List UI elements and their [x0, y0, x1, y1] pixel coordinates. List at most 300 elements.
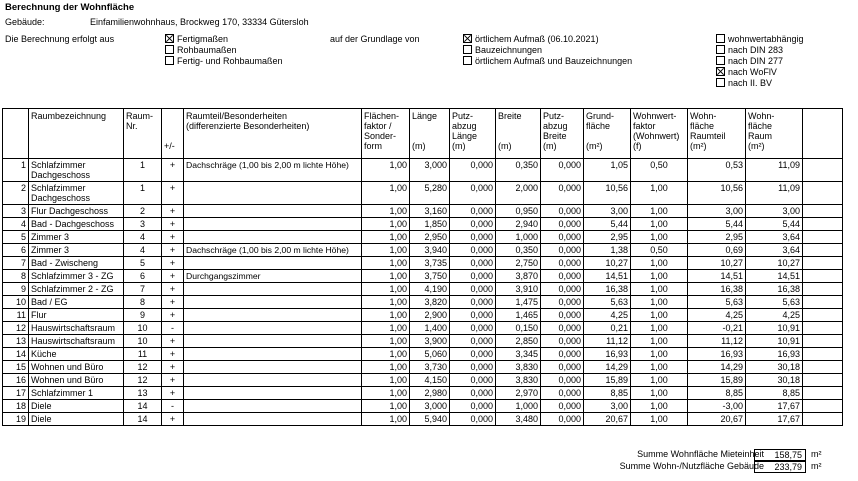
raumbezeichnung-cell: Zimmer 3: [29, 231, 124, 244]
wohnwertfaktor-cell: 1,00: [631, 387, 688, 400]
breite-cell: 0,350: [496, 244, 541, 257]
raum-nr-cell: 10: [124, 335, 162, 348]
laenge-cell: 3,000: [410, 400, 450, 413]
raumteil-cell: Dachschräge (1,00 bis 2,00 m lichte Höhe): [184, 244, 362, 257]
col-header-wohnwertfaktor: Wohnwert- faktor (Wohnwert) (f): [631, 109, 688, 159]
raum-nr-cell: 14: [124, 400, 162, 413]
putzabzug-laenge-cell: 0,000: [450, 231, 496, 244]
empty-cell: [803, 296, 843, 309]
table-row: [3, 348, 843, 361]
raum-nr-cell: 2: [124, 205, 162, 218]
wohnflaeche-raumteil-cell: 10,27: [688, 257, 746, 270]
raumteil-cell: Dachschräge (1,00 bis 2,00 m lichte Höhe): [184, 159, 362, 182]
wohnwertfaktor-cell: 1,00: [631, 348, 688, 361]
wohnflaeche-raumteil-cell: -0,21: [688, 322, 746, 335]
raumbezeichnung-cell: Wohnen und Büro: [29, 361, 124, 374]
grundflaeche-cell: 10,27: [584, 257, 631, 270]
wohnwertfaktor-cell: 1,00: [631, 270, 688, 283]
option-din-277[interactable]: [716, 56, 804, 67]
summe-mieteinheit-label: Summe Wohnfläche Mieteinheit: [637, 449, 764, 459]
empty-cell: [803, 322, 843, 335]
breite-cell: 1,000: [496, 231, 541, 244]
grundflaeche-cell: 8,85: [584, 387, 631, 400]
putzabzug-breite-cell: 0,000: [541, 218, 584, 231]
col-header-raum-nr: Raum- Nr.: [124, 109, 162, 159]
grundflaeche-cell: 14,29: [584, 361, 631, 374]
wohnflaeche-raum-cell: 8,85: [746, 387, 803, 400]
wohnflaeche-raumteil-cell: 8,85: [688, 387, 746, 400]
col-header-raumbezeichnung: Raumbezeichnung: [29, 109, 124, 159]
putzabzug-laenge-cell: 0,000: [450, 400, 496, 413]
raum-nr-cell: 13: [124, 387, 162, 400]
gebaeude-value: Einfamilienwohnhaus, Brockweg 170, 33334 Gütersloh: [90, 17, 309, 27]
summe-gebaeude-label: Summe Wohn-/Nutzfläche Gebäude: [619, 461, 764, 471]
raumbezeichnung-cell: Bad - Dachgeschoss: [29, 218, 124, 231]
table-row: [3, 335, 843, 348]
berechnung-options: [165, 34, 283, 67]
laenge-cell: 1,850: [410, 218, 450, 231]
table-row: [3, 270, 843, 283]
summe-mieteinheit-unit: m²: [811, 449, 822, 459]
breite-cell: 3,830: [496, 361, 541, 374]
wohnwertfaktor-cell: 1,00: [631, 335, 688, 348]
table-row: [3, 257, 843, 270]
checkbox-checked-icon[interactable]: [463, 34, 472, 43]
wohnflaeche-raum-cell: 3,64: [746, 244, 803, 257]
grundlage-options: [463, 34, 632, 67]
raumteil-cell: [184, 296, 362, 309]
empty-cell: [803, 387, 843, 400]
breite-cell: 1,465: [496, 309, 541, 322]
raumbezeichnung-cell: Wohnen und Büro: [29, 374, 124, 387]
putzabzug-laenge-cell: 0,000: [450, 413, 496, 426]
table-row: [3, 322, 843, 335]
raumteil-cell: [184, 374, 362, 387]
flaechenfaktor-cell: 1,00: [362, 159, 410, 182]
grundflaeche-cell: 3,00: [584, 400, 631, 413]
row-index: 3: [3, 205, 29, 218]
option-fertigmasse[interactable]: [165, 34, 283, 45]
raumteil-cell: [184, 309, 362, 322]
wohnflaeche-raum-cell: 14,51: [746, 270, 803, 283]
wohnflaeche-raumteil-cell: 14,51: [688, 270, 746, 283]
row-index: 5: [3, 231, 29, 244]
breite-cell: 3,910: [496, 283, 541, 296]
grundflaeche-cell: 5,44: [584, 218, 631, 231]
checkbox-icon[interactable]: [463, 45, 472, 54]
grundflaeche-cell: 10,56: [584, 182, 631, 205]
raumbezeichnung-cell: Bad / EG: [29, 296, 124, 309]
breite-cell: 1,000: [496, 400, 541, 413]
option-label: örtlichem Aufmaß und Bauzeichnungen: [475, 56, 633, 66]
laenge-cell: 2,980: [410, 387, 450, 400]
empty-cell: [803, 244, 843, 257]
wohnflaeche-raum-cell: 10,91: [746, 322, 803, 335]
breite-cell: 2,970: [496, 387, 541, 400]
wohnwertfaktor-cell: 1,00: [631, 182, 688, 205]
putzabzug-breite-cell: 0,000: [541, 309, 584, 322]
flaechenfaktor-cell: 1,00: [362, 348, 410, 361]
wohnflaeche-raumteil-cell: 4,25: [688, 309, 746, 322]
putzabzug-breite-cell: 0,000: [541, 159, 584, 182]
table-row: [3, 309, 843, 322]
breite-cell: 3,480: [496, 413, 541, 426]
row-index: 11: [3, 309, 29, 322]
col-header-plus-minus: +/-: [162, 109, 184, 159]
flaechenfaktor-cell: 1,00: [362, 400, 410, 413]
flaechenfaktor-cell: 1,00: [362, 322, 410, 335]
flaechenfaktor-cell: 1,00: [362, 182, 410, 205]
table-row: [3, 374, 843, 387]
row-index: 10: [3, 296, 29, 309]
plus-minus-cell: -: [162, 400, 184, 413]
putzabzug-breite-cell: 0,000: [541, 400, 584, 413]
raum-nr-cell: 12: [124, 374, 162, 387]
wohnflaeche-raumteil-cell: 11,12: [688, 335, 746, 348]
wohnflaeche-raum-cell: 30,18: [746, 374, 803, 387]
checkbox-checked-icon[interactable]: [716, 67, 725, 76]
col-header-empty: [803, 109, 843, 159]
wohnflaeche-raum-cell: 16,38: [746, 283, 803, 296]
breite-cell: 2,750: [496, 257, 541, 270]
empty-cell: [803, 182, 843, 205]
raum-nr-cell: 10: [124, 322, 162, 335]
wohnwertfaktor-cell: 1,00: [631, 309, 688, 322]
wohnwertfaktor-cell: 1,00: [631, 400, 688, 413]
wohnflaeche-raum-cell: 3,00: [746, 205, 803, 218]
putzabzug-laenge-cell: 0,000: [450, 218, 496, 231]
table-row: [3, 244, 843, 257]
plus-minus-cell: +: [162, 205, 184, 218]
flaechenfaktor-cell: 1,00: [362, 257, 410, 270]
checkbox-icon[interactable]: [463, 56, 472, 65]
option-woflv[interactable]: [716, 67, 804, 78]
wohnflaeche-raumteil-cell: 16,38: [688, 283, 746, 296]
summe-mieteinheit-value: 158,75: [754, 449, 806, 461]
option-bauzeichnungen[interactable]: [463, 45, 632, 56]
raum-nr-cell: 12: [124, 361, 162, 374]
grundflaeche-cell: 16,93: [584, 348, 631, 361]
plus-minus-cell: +: [162, 231, 184, 244]
option-label: nach II. BV: [728, 78, 773, 88]
putzabzug-laenge-cell: 0,000: [450, 283, 496, 296]
wohnwertfaktor-cell: 0,50: [631, 159, 688, 182]
option-oertliches-aufmass[interactable]: [463, 34, 632, 45]
raumbezeichnung-cell: Küche: [29, 348, 124, 361]
wohnflaeche-raumteil-cell: 10,56: [688, 182, 746, 205]
checkbox-icon[interactable]: [716, 56, 725, 65]
breite-cell: 2,940: [496, 218, 541, 231]
breite-cell: 0,950: [496, 205, 541, 218]
table-row: [3, 182, 843, 205]
row-index: 2: [3, 182, 29, 205]
putzabzug-laenge-cell: 0,000: [450, 257, 496, 270]
row-index: 13: [3, 335, 29, 348]
table-row: [3, 205, 843, 218]
raumteil-cell: Durchgangszimmer: [184, 270, 362, 283]
empty-cell: [803, 257, 843, 270]
option-label: Fertigmaßen: [177, 34, 229, 44]
putzabzug-laenge-cell: 0,000: [450, 387, 496, 400]
wohnflaeche-raumteil-cell: 0,69: [688, 244, 746, 257]
plus-minus-cell: +: [162, 244, 184, 257]
raumteil-cell: [184, 218, 362, 231]
breite-cell: 3,870: [496, 270, 541, 283]
row-index: 17: [3, 387, 29, 400]
empty-cell: [803, 231, 843, 244]
table-row: [3, 218, 843, 231]
grundflaeche-cell: 4,25: [584, 309, 631, 322]
wohnflaeche-raumteil-cell: 0,53: [688, 159, 746, 182]
wohnflaeche-raum-cell: 4,25: [746, 309, 803, 322]
summe-gebaeude-value: 233,79: [754, 461, 806, 473]
option-wohnwertabhaengig[interactable]: [716, 34, 804, 45]
option-ii-bv[interactable]: [716, 78, 804, 89]
plus-minus-cell: +: [162, 309, 184, 322]
option-label: nach WoFlV: [728, 67, 777, 77]
plus-minus-cell: +: [162, 296, 184, 309]
breite-cell: 0,350: [496, 159, 541, 182]
raumbezeichnung-cell: Schlafzimmer Dachgeschoss: [29, 159, 124, 182]
raumbezeichnung-cell: Schlafzimmer 1: [29, 387, 124, 400]
checkbox-checked-icon[interactable]: [165, 34, 174, 43]
col-header-grundflaeche: Grund- fläche (m²): [584, 109, 631, 159]
putzabzug-laenge-cell: 0,000: [450, 335, 496, 348]
putzabzug-laenge-cell: 0,000: [450, 270, 496, 283]
putzabzug-breite-cell: 0,000: [541, 244, 584, 257]
flaechenfaktor-cell: 1,00: [362, 283, 410, 296]
laenge-cell: 4,150: [410, 374, 450, 387]
putzabzug-breite-cell: 0,000: [541, 335, 584, 348]
laenge-cell: 3,820: [410, 296, 450, 309]
grundflaeche-cell: 14,51: [584, 270, 631, 283]
checkbox-icon[interactable]: [716, 78, 725, 87]
empty-cell: [803, 270, 843, 283]
flaechenfaktor-cell: 1,00: [362, 335, 410, 348]
empty-cell: [803, 283, 843, 296]
table-row: [3, 283, 843, 296]
option-label: nach DIN 283: [728, 45, 784, 55]
row-index: 9: [3, 283, 29, 296]
putzabzug-breite-cell: 0,000: [541, 270, 584, 283]
wohnflaeche-raum-cell: 5,44: [746, 218, 803, 231]
raumbezeichnung-cell: Flur: [29, 309, 124, 322]
empty-cell: [803, 309, 843, 322]
option-fertig-rohbaumasse[interactable]: [165, 56, 283, 67]
checkbox-icon[interactable]: [716, 45, 725, 54]
grundflaeche-cell: 15,89: [584, 374, 631, 387]
checkbox-icon[interactable]: [165, 45, 174, 54]
table-row: [3, 159, 843, 182]
grundlage-label: auf der Grundlage von: [330, 34, 420, 44]
plus-minus-cell: -: [162, 322, 184, 335]
raum-nr-cell: 1: [124, 182, 162, 205]
wohnflaeche-raum-cell: 10,27: [746, 257, 803, 270]
plus-minus-cell: +: [162, 257, 184, 270]
col-header-flaechenfaktor: Flächen- faktor / Sonder- form: [362, 109, 410, 159]
putzabzug-breite-cell: 0,000: [541, 413, 584, 426]
raum-nr-cell: 9: [124, 309, 162, 322]
wohnwertfaktor-cell: 0,50: [631, 244, 688, 257]
empty-cell: [803, 205, 843, 218]
laenge-cell: 5,940: [410, 413, 450, 426]
raum-nr-cell: 7: [124, 283, 162, 296]
putzabzug-laenge-cell: 0,000: [450, 374, 496, 387]
wohnwertfaktor-cell: 1,00: [631, 231, 688, 244]
putzabzug-breite-cell: 0,000: [541, 387, 584, 400]
raum-nr-cell: 6: [124, 270, 162, 283]
option-din-283[interactable]: [716, 45, 804, 56]
raumbezeichnung-cell: Zimmer 3: [29, 244, 124, 257]
plus-minus-cell: +: [162, 361, 184, 374]
option-label: Rohbaumaßen: [177, 45, 237, 55]
summe-gebaeude-unit: m²: [811, 461, 822, 471]
grundflaeche-cell: 16,38: [584, 283, 631, 296]
plus-minus-cell: +: [162, 159, 184, 182]
raumteil-cell: [184, 348, 362, 361]
gebaeude-label: Gebäude:: [5, 17, 45, 27]
norm-options: [716, 34, 804, 89]
breite-cell: 3,830: [496, 374, 541, 387]
raum-nr-cell: 11: [124, 348, 162, 361]
wohnflaeche-raumteil-cell: 14,29: [688, 361, 746, 374]
grundflaeche-cell: 1,38: [584, 244, 631, 257]
wohnflaeche-raum-cell: 11,09: [746, 182, 803, 205]
raumteil-cell: [184, 361, 362, 374]
breite-cell: 3,345: [496, 348, 541, 361]
option-rohbaumasse[interactable]: [165, 45, 283, 56]
raumteil-cell: [184, 182, 362, 205]
laenge-cell: 2,950: [410, 231, 450, 244]
putzabzug-breite-cell: 0,000: [541, 257, 584, 270]
table-header-row: [3, 109, 843, 159]
plus-minus-cell: +: [162, 374, 184, 387]
raumbezeichnung-cell: Schlafzimmer 3 - ZG: [29, 270, 124, 283]
raumteil-cell: [184, 335, 362, 348]
breite-cell: 1,475: [496, 296, 541, 309]
raum-nr-cell: 1: [124, 159, 162, 182]
breite-cell: 0,150: [496, 322, 541, 335]
empty-cell: [803, 400, 843, 413]
grundflaeche-cell: 0,21: [584, 322, 631, 335]
col-header-putzabzug-laenge: Putz- abzug Länge (m): [450, 109, 496, 159]
raumteil-cell: [184, 400, 362, 413]
row-index: 7: [3, 257, 29, 270]
raum-nr-cell: 4: [124, 231, 162, 244]
laenge-cell: 3,160: [410, 205, 450, 218]
raumbezeichnung-cell: Schlafzimmer Dachgeschoss: [29, 182, 124, 205]
wohnflaeche-raum-cell: 16,93: [746, 348, 803, 361]
putzabzug-breite-cell: 0,000: [541, 283, 584, 296]
option-label: Fertig- und Rohbaumaßen: [177, 56, 283, 66]
wohnflaeche-raumteil-cell: 16,93: [688, 348, 746, 361]
row-index: 15: [3, 361, 29, 374]
putzabzug-laenge-cell: 0,000: [450, 244, 496, 257]
flaechenfaktor-cell: 1,00: [362, 205, 410, 218]
wohnflaeche-raumteil-cell: 5,44: [688, 218, 746, 231]
wohnwertfaktor-cell: 1,00: [631, 257, 688, 270]
flaechenfaktor-cell: 1,00: [362, 413, 410, 426]
raumteil-cell: [184, 283, 362, 296]
wohnflaeche-raum-cell: 30,18: [746, 361, 803, 374]
putzabzug-breite-cell: 0,000: [541, 231, 584, 244]
empty-cell: [803, 218, 843, 231]
table-row: [3, 413, 843, 426]
wohnflaeche-raum-cell: 11,09: [746, 159, 803, 182]
checkbox-icon[interactable]: [165, 56, 174, 65]
raumbezeichnung-cell: Hauswirtschaftsraum: [29, 335, 124, 348]
laenge-cell: 3,940: [410, 244, 450, 257]
option-aufmass-und-bauzeichnungen[interactable]: [463, 56, 632, 67]
table-row: [3, 387, 843, 400]
option-label: wohnwertabhängig: [728, 34, 804, 44]
flaechenfaktor-cell: 1,00: [362, 270, 410, 283]
col-header-raumteil: Raumteil/Besonderheiten (differenzierte Besonderheiten): [184, 109, 362, 159]
row-index: 14: [3, 348, 29, 361]
wohnflaeche-table: [2, 108, 843, 426]
row-index: 16: [3, 374, 29, 387]
raum-nr-cell: 3: [124, 218, 162, 231]
wohnwertfaktor-cell: 1,00: [631, 322, 688, 335]
laenge-cell: 3,000: [410, 159, 450, 182]
raumbezeichnung-cell: Diele: [29, 413, 124, 426]
wohnwertfaktor-cell: 1,00: [631, 374, 688, 387]
raum-nr-cell: 4: [124, 244, 162, 257]
laenge-cell: 5,060: [410, 348, 450, 361]
flaechenfaktor-cell: 1,00: [362, 296, 410, 309]
empty-cell: [803, 159, 843, 182]
breite-cell: 2,000: [496, 182, 541, 205]
wohnwertfaktor-cell: 1,00: [631, 361, 688, 374]
col-header-wohnflaeche-raum: Wohn- fläche Raum (m²): [746, 109, 803, 159]
empty-cell: [803, 361, 843, 374]
putzabzug-breite-cell: 0,000: [541, 322, 584, 335]
wohnflaeche-raumteil-cell: -3,00: [688, 400, 746, 413]
empty-cell: [803, 348, 843, 361]
flaechenfaktor-cell: 1,00: [362, 361, 410, 374]
raumbezeichnung-cell: Diele: [29, 400, 124, 413]
raum-nr-cell: 5: [124, 257, 162, 270]
laenge-cell: 3,750: [410, 270, 450, 283]
wohnflaeche-raum-cell: 17,67: [746, 400, 803, 413]
option-label: Bauzeichnungen: [475, 45, 543, 55]
plus-minus-cell: +: [162, 387, 184, 400]
raumteil-cell: [184, 322, 362, 335]
flaechenfaktor-cell: 1,00: [362, 244, 410, 257]
putzabzug-breite-cell: 0,000: [541, 205, 584, 218]
wohnflaeche-raumteil-cell: 15,89: [688, 374, 746, 387]
row-index: 4: [3, 218, 29, 231]
laenge-cell: 1,400: [410, 322, 450, 335]
plus-minus-cell: +: [162, 283, 184, 296]
raumteil-cell: [184, 387, 362, 400]
col-header-laenge: Länge (m): [410, 109, 450, 159]
row-index: 6: [3, 244, 29, 257]
putzabzug-laenge-cell: 0,000: [450, 182, 496, 205]
putzabzug-breite-cell: 0,000: [541, 296, 584, 309]
col-header-breite: Breite (m): [496, 109, 541, 159]
col-header-index: [3, 109, 29, 159]
putzabzug-breite-cell: 0,000: [541, 361, 584, 374]
wohnwertfaktor-cell: 1,00: [631, 413, 688, 426]
wohnwertfaktor-cell: 1,00: [631, 205, 688, 218]
wohnwertfaktor-cell: 1,00: [631, 218, 688, 231]
raumbezeichnung-cell: Schlafzimmer 2 - ZG: [29, 283, 124, 296]
raumteil-cell: [184, 257, 362, 270]
wohnflaeche-raum-cell: 5,63: [746, 296, 803, 309]
checkbox-icon[interactable]: [716, 34, 725, 43]
plus-minus-cell: +: [162, 218, 184, 231]
